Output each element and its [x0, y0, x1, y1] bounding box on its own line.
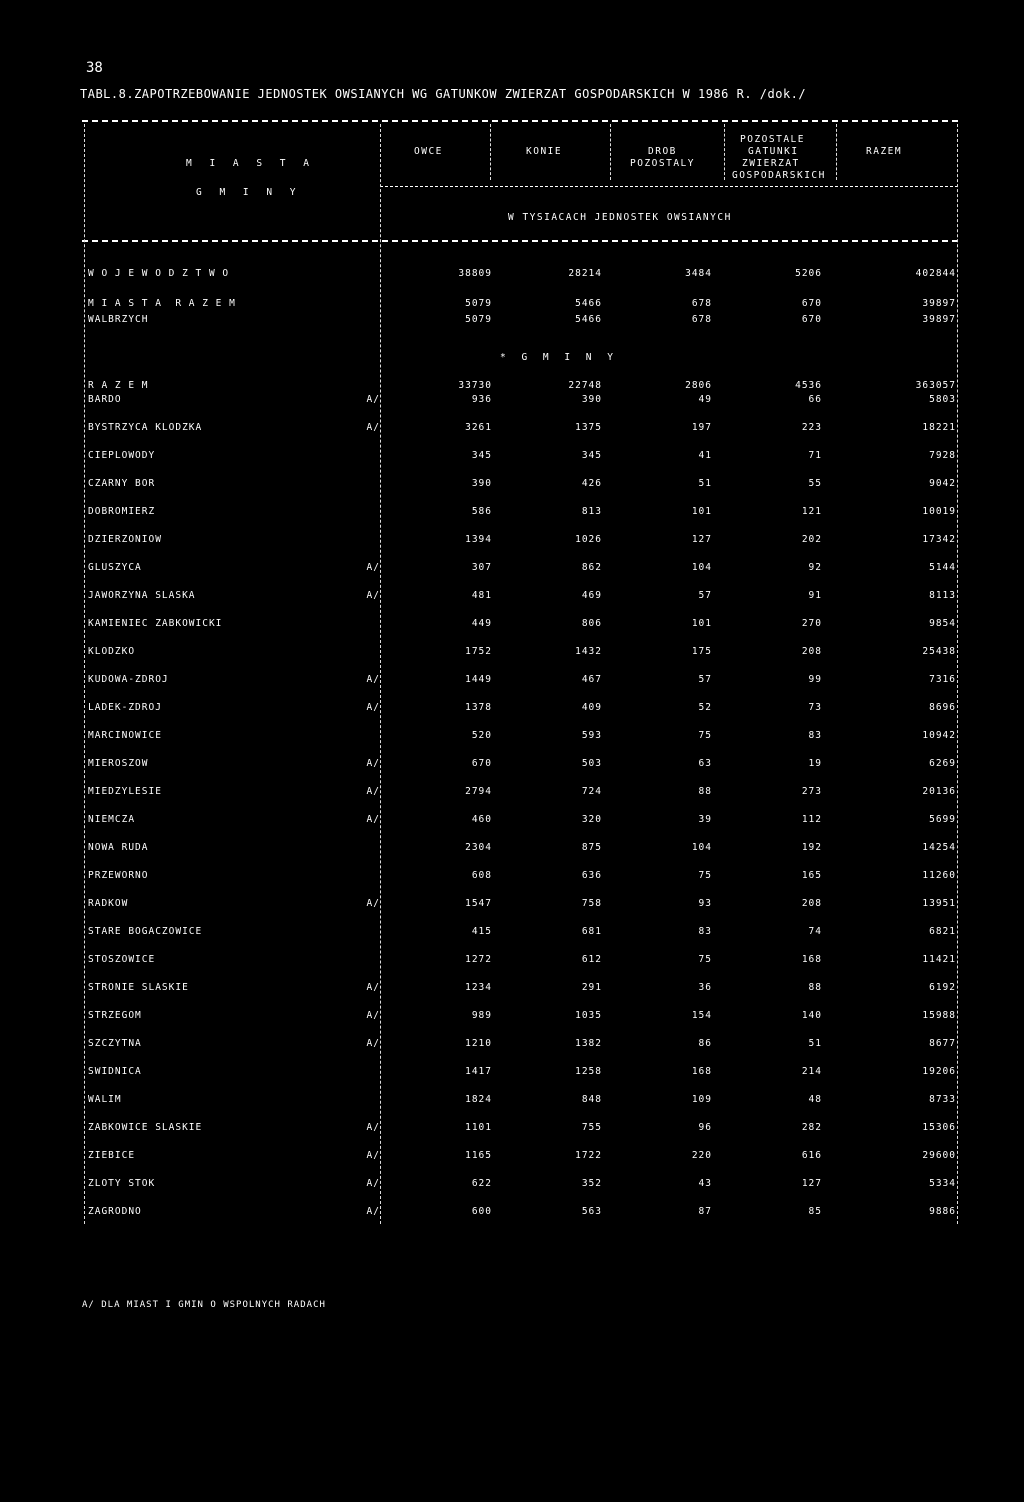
table-row	[82, 674, 962, 690]
cell-konie: 1382	[575, 1038, 602, 1049]
cell-razem: 13951	[922, 898, 956, 909]
row-name: NIEMCZA	[88, 814, 136, 825]
cell-owce: 5079	[465, 298, 492, 309]
cell-drob: 86	[698, 1038, 712, 1049]
cell-razem: 11260	[922, 870, 956, 881]
cell-razem: 8733	[929, 1094, 956, 1105]
row-name: BARDO	[88, 394, 122, 405]
row-mark: A/	[366, 898, 380, 909]
cell-drob: 109	[691, 1094, 712, 1105]
header-pozostale-2: GATUNKI	[748, 146, 799, 157]
cell-pozostale: 92	[808, 562, 822, 573]
header-owce: OWCE	[414, 146, 443, 157]
cell-pozostale: 282	[801, 1122, 822, 1133]
cell-pozostale: 85	[808, 1206, 822, 1217]
row-mark: A/	[366, 758, 380, 769]
cell-konie: 1026	[575, 534, 602, 545]
col-divider-4	[836, 124, 837, 180]
cell-owce: 3261	[465, 422, 492, 433]
table-row	[82, 534, 962, 550]
cell-pozostale: 670	[801, 298, 822, 309]
cell-pozostale: 55	[808, 478, 822, 489]
cell-owce: 600	[471, 1206, 492, 1217]
cell-razem: 5144	[929, 562, 956, 573]
cell-owce: 608	[471, 870, 492, 881]
table-row	[82, 618, 962, 634]
cell-pozostale: 192	[801, 842, 822, 853]
cell-razem: 5699	[929, 814, 956, 825]
cell-owce: 33730	[458, 380, 492, 391]
cell-drob: 127	[691, 534, 712, 545]
cell-konie: 467	[581, 674, 602, 685]
cell-drob: 41	[698, 450, 712, 461]
cell-drob: 87	[698, 1206, 712, 1217]
cell-pozostale: 670	[801, 314, 822, 325]
cell-drob: 83	[698, 926, 712, 937]
table-row	[82, 786, 962, 802]
row-name: KUDOWA-ZDROJ	[88, 674, 169, 685]
table-row	[82, 954, 962, 970]
cell-razem: 5803	[929, 394, 956, 405]
table-row	[82, 1178, 962, 1194]
cell-razem: 25438	[922, 646, 956, 657]
cell-drob: 101	[691, 506, 712, 517]
cell-konie: 345	[581, 450, 602, 461]
row-name: PRZEWORNO	[88, 870, 149, 881]
cell-drob: 220	[691, 1150, 712, 1161]
cell-pozostale: 273	[801, 786, 822, 797]
cell-pozostale: 270	[801, 618, 822, 629]
cell-owce: 345	[471, 450, 492, 461]
row-mark: A/	[366, 590, 380, 601]
cell-pozostale: 74	[808, 926, 822, 937]
cell-konie: 636	[581, 870, 602, 881]
row-mark: A/	[366, 394, 380, 405]
cell-razem: 39897	[922, 298, 956, 309]
cell-owce: 390	[471, 478, 492, 489]
cell-owce: 936	[471, 394, 492, 405]
table-row	[82, 1010, 962, 1026]
cell-konie: 724	[581, 786, 602, 797]
cell-pozostale: 168	[801, 954, 822, 965]
cell-pozostale: 4536	[795, 380, 822, 391]
table-row	[82, 702, 962, 718]
row-name: W O J E W O D Z T W O	[88, 268, 230, 279]
cell-owce: 1824	[465, 1094, 492, 1105]
cell-owce: 1378	[465, 702, 492, 713]
cell-razem: 15988	[922, 1010, 956, 1021]
cell-pozostale: 127	[801, 1178, 822, 1189]
cell-konie: 5466	[575, 314, 602, 325]
cell-razem: 8677	[929, 1038, 956, 1049]
row-name: STOSZOWICE	[88, 954, 156, 965]
cell-owce: 520	[471, 730, 492, 741]
cell-drob: 168	[691, 1066, 712, 1077]
cell-pozostale: 208	[801, 898, 822, 909]
cell-konie: 469	[581, 590, 602, 601]
row-name: DOBROMIERZ	[88, 506, 156, 517]
cell-owce: 1417	[465, 1066, 492, 1077]
header-razem: RAZEM	[866, 146, 903, 157]
table-row	[82, 1066, 962, 1082]
cell-konie: 758	[581, 898, 602, 909]
cell-pozostale: 48	[808, 1094, 822, 1105]
cell-konie: 612	[581, 954, 602, 965]
cell-drob: 197	[691, 422, 712, 433]
table-row	[82, 450, 962, 466]
table-row	[82, 814, 962, 830]
cell-konie: 390	[581, 394, 602, 405]
cell-pozostale: 140	[801, 1010, 822, 1021]
cell-owce: 481	[471, 590, 492, 601]
cell-pozostale: 5206	[795, 268, 822, 279]
cell-drob: 63	[698, 758, 712, 769]
row-mark: A/	[366, 702, 380, 713]
cell-konie: 1035	[575, 1010, 602, 1021]
cell-konie: 848	[581, 1094, 602, 1105]
cell-pozostale: 91	[808, 590, 822, 601]
cell-pozostale: 165	[801, 870, 822, 881]
cell-owce: 1394	[465, 534, 492, 545]
cell-konie: 291	[581, 982, 602, 993]
table-row	[82, 646, 962, 662]
table-row	[82, 758, 962, 774]
cell-konie: 352	[581, 1178, 602, 1189]
row-name: MARCINOWICE	[88, 730, 162, 741]
row-mark: A/	[366, 562, 380, 573]
row-name: NOWA RUDA	[88, 842, 149, 853]
row-name: M I A S T A R A Z E M	[88, 298, 236, 309]
cell-konie: 320	[581, 814, 602, 825]
header-drob-2: POZOSTALY	[630, 158, 695, 169]
cell-owce: 1165	[465, 1150, 492, 1161]
row-mark: A/	[366, 814, 380, 825]
table-row	[82, 1094, 962, 1110]
cell-razem: 7316	[929, 674, 956, 685]
cell-drob: 52	[698, 702, 712, 713]
row-mark: A/	[366, 1038, 380, 1049]
cell-drob: 101	[691, 618, 712, 629]
table-row	[82, 314, 962, 330]
row-name: WALIM	[88, 1094, 122, 1105]
cell-razem: 7928	[929, 450, 956, 461]
row-name: SWIDNICA	[88, 1066, 142, 1077]
cell-razem: 15306	[922, 1122, 956, 1133]
table-row	[82, 1206, 962, 1222]
cell-pozostale: 223	[801, 422, 822, 433]
row-mark: A/	[366, 674, 380, 685]
row-name: CZARNY BOR	[88, 478, 156, 489]
cell-drob: 678	[691, 314, 712, 325]
row-name: CIEPLOWODY	[88, 450, 156, 461]
cell-pozostale: 616	[801, 1150, 822, 1161]
header-bottom-rule	[82, 240, 958, 242]
table-row	[82, 842, 962, 858]
cell-konie: 5466	[575, 298, 602, 309]
row-mark: A/	[366, 1178, 380, 1189]
cell-owce: 1752	[465, 646, 492, 657]
row-name: STARE BOGACZOWICE	[88, 926, 203, 937]
cell-drob: 3484	[685, 268, 712, 279]
row-name: STRONIE SLASKIE	[88, 982, 189, 993]
cell-drob: 88	[698, 786, 712, 797]
cell-owce: 460	[471, 814, 492, 825]
cell-konie: 681	[581, 926, 602, 937]
cell-razem: 29600	[922, 1150, 956, 1161]
cell-pozostale: 99	[808, 674, 822, 685]
cell-pozostale: 121	[801, 506, 822, 517]
row-mark: A/	[366, 982, 380, 993]
header-pozostale-4: GOSPODARSKICH	[732, 170, 826, 181]
cell-pozostale: 71	[808, 450, 822, 461]
section-label: * G M I N Y	[500, 352, 618, 363]
row-name: DZIERZONIOW	[88, 534, 162, 545]
row-name: ZABKOWICE SLASKIE	[88, 1122, 203, 1133]
cell-drob: 154	[691, 1010, 712, 1021]
header-units: W TYSIACACH JEDNOSTEK OWSIANYCH	[508, 212, 732, 223]
cell-drob: 39	[698, 814, 712, 825]
table-row	[82, 982, 962, 998]
cell-konie: 875	[581, 842, 602, 853]
cell-razem: 8696	[929, 702, 956, 713]
cell-konie: 755	[581, 1122, 602, 1133]
cell-konie: 1722	[575, 1150, 602, 1161]
cell-pozostale: 73	[808, 702, 822, 713]
table-title: TABL.8.ZAPOTRZEBOWANIE JEDNOSTEK OWSIANYCH WG GATUNKOW ZWIERZAT GOSPODARSKICH W 1986 R. /dok./	[80, 87, 807, 101]
row-name: LADEK-ZDROJ	[88, 702, 162, 713]
cell-razem: 6269	[929, 758, 956, 769]
cell-drob: 2806	[685, 380, 712, 391]
header-mid-rule	[380, 186, 958, 187]
cell-konie: 426	[581, 478, 602, 489]
cell-razem: 17342	[922, 534, 956, 545]
top-rule	[82, 120, 958, 122]
table-row	[82, 1038, 962, 1054]
cell-drob: 49	[698, 394, 712, 405]
cell-konie: 593	[581, 730, 602, 741]
cell-pozostale: 208	[801, 646, 822, 657]
cell-razem: 14254	[922, 842, 956, 853]
cell-owce: 1547	[465, 898, 492, 909]
cell-razem: 402844	[915, 268, 956, 279]
table-row	[82, 730, 962, 746]
cell-pozostale: 88	[808, 982, 822, 993]
cell-drob: 104	[691, 562, 712, 573]
row-name: KAMIENIEC ZABKOWICKI	[88, 618, 223, 629]
cell-owce: 1449	[465, 674, 492, 685]
cell-pozostale: 66	[808, 394, 822, 405]
row-name: STRZEGOM	[88, 1010, 142, 1021]
cell-razem: 5334	[929, 1178, 956, 1189]
cell-owce: 1101	[465, 1122, 492, 1133]
table-row	[82, 352, 962, 368]
cell-razem: 9854	[929, 618, 956, 629]
cell-owce: 5079	[465, 314, 492, 325]
col-divider-1	[490, 124, 491, 180]
cell-konie: 409	[581, 702, 602, 713]
row-name: SZCZYTNA	[88, 1038, 142, 1049]
cell-drob: 57	[698, 674, 712, 685]
cell-owce: 449	[471, 618, 492, 629]
cell-drob: 43	[698, 1178, 712, 1189]
cell-owce: 989	[471, 1010, 492, 1021]
table-row	[82, 422, 962, 438]
cell-drob: 36	[698, 982, 712, 993]
cell-konie: 806	[581, 618, 602, 629]
row-mark: A/	[366, 1150, 380, 1161]
cell-razem: 363057	[915, 380, 956, 391]
cell-drob: 57	[698, 590, 712, 601]
cell-drob: 93	[698, 898, 712, 909]
table-row	[82, 394, 962, 410]
cell-owce: 622	[471, 1178, 492, 1189]
cell-owce: 415	[471, 926, 492, 937]
row-name: KLODZKO	[88, 646, 136, 657]
row-mark: A/	[366, 422, 380, 433]
cell-drob: 678	[691, 298, 712, 309]
cell-razem: 18221	[922, 422, 956, 433]
page-number: 38	[86, 60, 103, 76]
cell-razem: 19206	[922, 1066, 956, 1077]
cell-owce: 2304	[465, 842, 492, 853]
row-name: MIEROSZOW	[88, 758, 149, 769]
cell-pozostale: 19	[808, 758, 822, 769]
cell-razem: 10019	[922, 506, 956, 517]
cell-konie: 862	[581, 562, 602, 573]
cell-owce: 1210	[465, 1038, 492, 1049]
row-mark: A/	[366, 1122, 380, 1133]
row-name: GLUSZYCA	[88, 562, 142, 573]
cell-pozostale: 83	[808, 730, 822, 741]
table-row	[82, 1150, 962, 1166]
cell-pozostale: 112	[801, 814, 822, 825]
cell-razem: 39897	[922, 314, 956, 325]
cell-pozostale: 214	[801, 1066, 822, 1077]
cell-owce: 1234	[465, 982, 492, 993]
cell-drob: 75	[698, 730, 712, 741]
row-name: RADKOW	[88, 898, 129, 909]
cell-konie: 813	[581, 506, 602, 517]
row-mark: A/	[366, 1206, 380, 1217]
header-drob: DROB	[648, 146, 677, 157]
cell-owce: 670	[471, 758, 492, 769]
table-row	[82, 506, 962, 522]
table-row	[82, 590, 962, 606]
row-mark: A/	[366, 1010, 380, 1021]
table-row	[82, 268, 962, 284]
cell-razem: 9042	[929, 478, 956, 489]
header-konie: KONIE	[526, 146, 563, 157]
cell-drob: 51	[698, 478, 712, 489]
row-mark: A/	[366, 786, 380, 797]
row-name: ZAGRODNO	[88, 1206, 142, 1217]
cell-drob: 175	[691, 646, 712, 657]
cell-konie: 1432	[575, 646, 602, 657]
cell-razem: 6192	[929, 982, 956, 993]
table-row	[82, 870, 962, 886]
cell-owce: 307	[471, 562, 492, 573]
cell-razem: 8113	[929, 590, 956, 601]
table-row	[82, 478, 962, 494]
cell-konie: 28214	[568, 268, 602, 279]
cell-drob: 96	[698, 1122, 712, 1133]
row-name: R A Z E M	[88, 380, 149, 391]
row-name: ZIEBICE	[88, 1150, 136, 1161]
cell-konie: 503	[581, 758, 602, 769]
table-row	[82, 926, 962, 942]
cell-drob: 75	[698, 870, 712, 881]
cell-owce: 1272	[465, 954, 492, 965]
table-row	[82, 298, 962, 314]
row-name: WALBRZYCH	[88, 314, 149, 325]
header-pozostale-3: ZWIERZAT	[742, 158, 800, 169]
cell-razem: 11421	[922, 954, 956, 965]
col-divider-2	[610, 124, 611, 180]
stub-header-gminy: G M I N Y	[196, 187, 302, 198]
cell-owce: 586	[471, 506, 492, 517]
cell-owce: 2794	[465, 786, 492, 797]
table-row	[82, 1122, 962, 1138]
table-row	[82, 562, 962, 578]
footnote: A/ DLA MIAST I GMIN O WSPOLNYCH RADACH	[82, 1300, 326, 1310]
stub-header-miasta: M I A S T A	[186, 158, 315, 169]
cell-pozostale: 51	[808, 1038, 822, 1049]
cell-drob: 104	[691, 842, 712, 853]
row-name: ZLOTY STOK	[88, 1178, 156, 1189]
col-divider-3	[724, 124, 725, 180]
cell-razem: 10942	[922, 730, 956, 741]
cell-owce: 38809	[458, 268, 492, 279]
cell-razem: 20136	[922, 786, 956, 797]
table-row	[82, 898, 962, 914]
cell-razem: 9886	[929, 1206, 956, 1217]
row-name: MIEDZYLESIE	[88, 786, 162, 797]
cell-razem: 6821	[929, 926, 956, 937]
cell-konie: 22748	[568, 380, 602, 391]
cell-konie: 563	[581, 1206, 602, 1217]
row-name: BYSTRZYCA KLODZKA	[88, 422, 203, 433]
cell-pozostale: 202	[801, 534, 822, 545]
cell-drob: 75	[698, 954, 712, 965]
cell-konie: 1258	[575, 1066, 602, 1077]
header-pozostale: POZOSTALE	[740, 134, 805, 145]
row-name: JAWORZYNA SLASKA	[88, 590, 196, 601]
cell-konie: 1375	[575, 422, 602, 433]
